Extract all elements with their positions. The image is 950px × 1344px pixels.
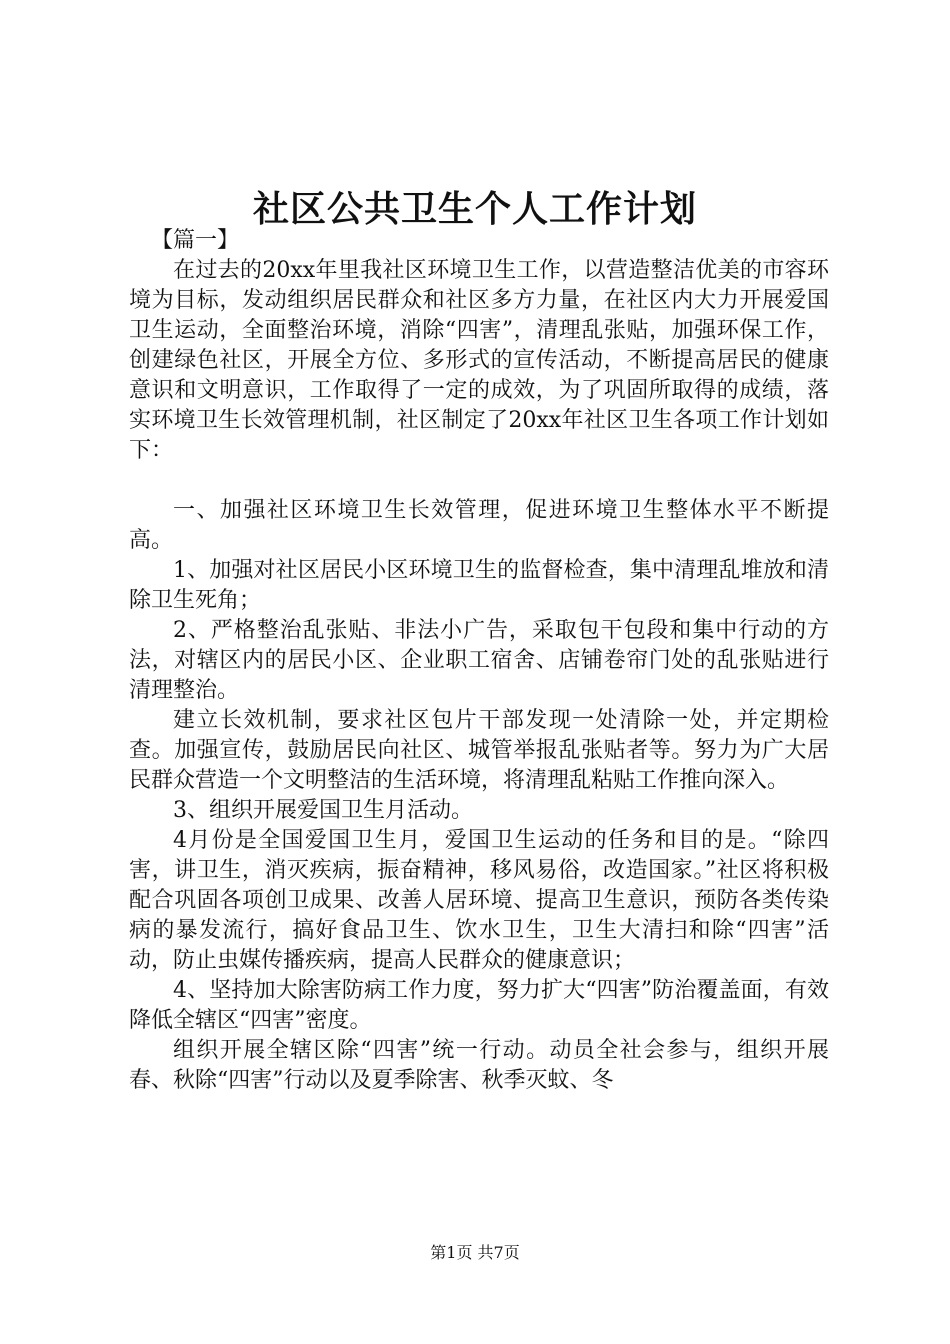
paragraph-spacer xyxy=(129,466,829,496)
paragraph-item-4: 4、坚持加大除害防病工作力度，努力扩大“四害”防治覆盖面，有效降低全辖区“四害”密度。 xyxy=(129,978,829,1033)
paragraph-long-term-mechanism: 建立长效机制，要求社区包片干部发现一处清除一处，并定期检查。加强宣传，鼓励居民向社区、城管举报乱张贴者等。努力为广大居民群众营造一个文明整洁的生活环境，将清理乱粘贴工作推向深入。 xyxy=(129,708,829,793)
paragraph-item-2: 2、严格整治乱张贴、非法小广告，采取包干包段和集中行动的方法，对辖区内的居民小区、企业职工宿舍、店铺卷帘门处的乱张贴进行清理整治。 xyxy=(129,618,829,703)
paragraph-intro: 在过去的20xx年里我社区环境卫生工作，以营造整洁优美的市容环境为目标，发动组织居民群众和社区多方力量，在社区内大力开展爱国卫生运动，全面整治环境，消除“四害”，清理乱张贴，加强环保工作，创建绿色社区，开展全方位、多形式的宣传活动，不断提高居民的健康意识和文明意识，工作取得了一定的成效，为了巩固所取得的成绩，落实环境卫生长效管理机制，社区制定了20xx年社区卫生各项工作计划如下： xyxy=(129,258,829,463)
paragraph-item-3: 3、组织开展爱国卫生月活动。 xyxy=(173,798,473,823)
paragraph-april-health-month: 4月份是全国爱国卫生月，爱国卫生运动的任务和目的是。“除四害，讲卫生，消灭疾病，振奋精神，移风易俗，改造国家。”社区将积极配合巩固各项创卫成果、改善人居环境、提高卫生意识，预防各类传染病的暴发流行，搞好食品卫生、饮水卫生，卫生大清扫和除“四害”活动，防止虫媒传播疾病，提高人民群众的健康意识； xyxy=(129,828,829,973)
paragraph-pest-control: 组织开展全辖区除“四害”统一行动。动员全社会参与，组织开展春、秋除“四害”行动以及夏季除害、秋季灭蚊、冬 xyxy=(129,1038,829,1093)
paragraph-heading-one: 一、加强社区环境卫生长效管理，促进环境卫生整体水平不断提高。 xyxy=(129,498,829,553)
paragraph-item-1: 1、加强对社区居民小区环境卫生的监督检查，集中清理乱堆放和清除卫生死角； xyxy=(129,558,829,613)
section-label: 【篇一】 xyxy=(151,228,240,253)
document-title: 社区公共卫生个人工作计划 xyxy=(252,188,697,230)
document-body xyxy=(129,226,829,1096)
page-footer: 第1页 共7页 xyxy=(430,1243,520,1262)
